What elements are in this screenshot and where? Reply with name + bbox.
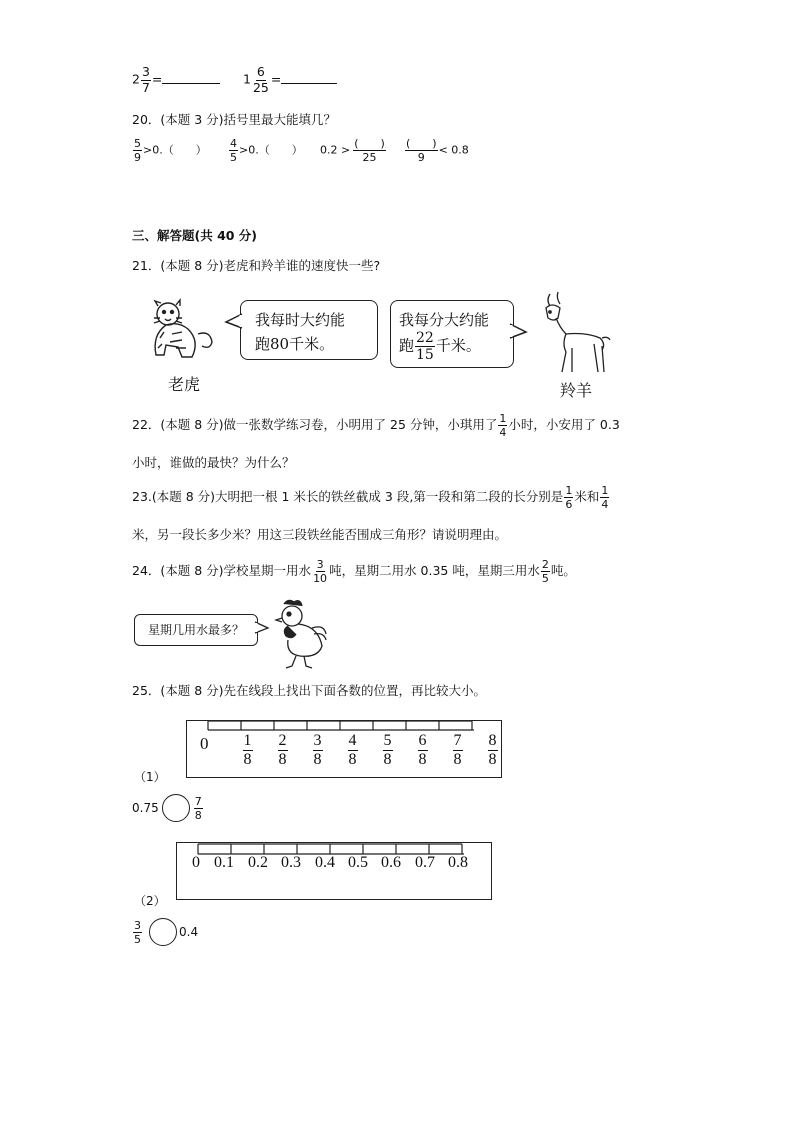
expr-post: < 0.8 xyxy=(438,143,469,157)
text: 24．(本题 8 分)学校星期一用水 xyxy=(132,563,312,578)
q22-line1 xyxy=(132,413,620,438)
line1-zero: 0 xyxy=(200,734,209,753)
bubble-tail-icon xyxy=(508,322,528,342)
denominator: 8 xyxy=(383,751,392,768)
q23-line2: 米，另一段长多少米？用这三段铁丝能否围成三角形？请说明理由。 xyxy=(132,527,508,542)
numerator: 3 xyxy=(313,732,322,749)
expr-pre: 0.2 > xyxy=(320,143,351,157)
tick-label: 0.5 xyxy=(348,854,368,871)
denominator: 8 xyxy=(488,751,497,768)
numerator: 7 xyxy=(453,732,462,749)
bird-icon xyxy=(268,598,332,670)
denominator: 5 xyxy=(134,932,141,946)
denominator: 8 xyxy=(194,808,202,822)
denominator: 4 xyxy=(601,498,609,511)
numerator: 3 xyxy=(141,64,150,79)
section-title: 三、解答题(共 40 分) xyxy=(132,228,258,243)
bird-speech-bubble: 星期几用水最多？ xyxy=(134,614,258,646)
expr-rest[interactable]: >0.（ ） xyxy=(143,143,207,157)
bubble-post: 千米。 xyxy=(435,336,481,355)
bubble-tail-icon xyxy=(224,312,244,332)
tick-label xyxy=(476,733,509,768)
tick-label: 0.3 xyxy=(281,854,301,871)
compare-circle[interactable] xyxy=(149,918,177,946)
text: 米和 xyxy=(574,489,600,504)
numerator: 5 xyxy=(134,137,141,150)
tick-label xyxy=(371,733,404,768)
denominator: 15 xyxy=(416,347,434,363)
q20-expr4 xyxy=(404,138,469,163)
numerator-blank[interactable]: ( ) xyxy=(406,137,437,150)
tick-label: 0.1 xyxy=(214,854,234,871)
q20-title: 20．(本题 3 分)括号里最大能填几？ xyxy=(132,112,337,127)
equals: = xyxy=(151,71,163,87)
denominator: 8 xyxy=(348,751,357,768)
equals: = xyxy=(270,71,282,87)
denominator: 9 xyxy=(134,151,141,164)
tiger-speech-bubble xyxy=(240,300,378,360)
antelope-label: 羚羊 xyxy=(560,381,593,400)
denominator: 6 xyxy=(565,498,573,511)
compare-2 xyxy=(132,918,198,946)
tick-label xyxy=(266,733,299,768)
expr-rest[interactable]: >0.（ ） xyxy=(239,143,303,157)
compare-1 xyxy=(132,794,204,822)
line2-labels xyxy=(192,854,478,872)
q21-title: 21．(本题 8 分)老虎和羚羊谁的速度快一些? xyxy=(132,258,381,273)
numerator: 2 xyxy=(541,558,549,571)
text: 22．(本题 8 分)做一张数学练习卷，小明用了 25 分钟，小琪用了 xyxy=(132,417,498,432)
tick-label: 0.4 xyxy=(315,854,335,871)
left-value: 0.75 xyxy=(132,801,159,815)
tick-label xyxy=(406,733,439,768)
numerator-blank[interactable]: ( ) xyxy=(354,137,385,150)
numerator: 1 xyxy=(243,732,252,749)
numerator: 5 xyxy=(383,732,392,749)
bubble-line1: 我每分大约能 xyxy=(399,311,490,329)
answer-blank[interactable] xyxy=(162,71,220,84)
bubble-line2 xyxy=(399,331,481,362)
bubble-line1: 我每时大约能 xyxy=(255,311,346,329)
tick-label xyxy=(441,733,474,768)
numerator: 7 xyxy=(194,794,202,808)
q24-line xyxy=(132,559,576,584)
tick-label: 0.2 xyxy=(248,854,268,871)
numerator: 4 xyxy=(230,137,237,150)
text: 吨，星期二用水 0.35 吨，星期三用水 xyxy=(329,563,540,578)
text: 吨。 xyxy=(550,563,576,578)
denominator: 8 xyxy=(278,751,287,768)
q22-line2: 小时，谁做的最快？为什么？ xyxy=(132,455,295,470)
part1-label: （1） xyxy=(134,770,166,784)
denominator: 10 xyxy=(313,572,328,585)
whole-number: 2 xyxy=(132,71,140,87)
bubble-pre: 跑 xyxy=(399,336,415,355)
q19-item2 xyxy=(243,66,337,94)
part2-label: （2） xyxy=(134,894,166,908)
denominator: 9 xyxy=(417,151,425,164)
tick-label: 0.7 xyxy=(415,854,435,871)
bubble-line2: 跑80千米。 xyxy=(255,335,335,353)
text: 小时，小安用了 0.3 xyxy=(508,417,620,432)
numerator: 1 xyxy=(565,484,573,497)
tick-label xyxy=(301,733,334,768)
tick-label xyxy=(231,733,264,768)
denominator: 8 xyxy=(418,751,427,768)
denominator: 8 xyxy=(313,751,322,768)
denominator: 5 xyxy=(230,151,237,164)
numerator: 3 xyxy=(134,918,141,932)
denominator: 7 xyxy=(141,79,150,95)
answer-blank[interactable] xyxy=(281,71,337,84)
denominator: 8 xyxy=(453,751,462,768)
numerator: 3 xyxy=(316,558,324,571)
antelope-icon xyxy=(532,290,618,374)
q23-line1 xyxy=(132,485,610,510)
whole-number: 1 xyxy=(243,71,251,87)
denominator: 25 xyxy=(252,79,269,95)
denominator: 25 xyxy=(362,151,377,164)
numerator: 1 xyxy=(601,484,609,497)
tiger-icon xyxy=(146,298,218,370)
numerator: 22 xyxy=(416,330,434,346)
tiger-label: 老虎 xyxy=(168,375,201,394)
numerator: 6 xyxy=(418,732,427,749)
numerator: 4 xyxy=(348,732,357,749)
tick-label xyxy=(336,733,369,768)
antelope-speech-bubble xyxy=(390,300,514,368)
denominator: 4 xyxy=(499,426,507,439)
compare-circle[interactable] xyxy=(162,794,190,822)
numerator: 1 xyxy=(499,412,507,425)
tick-label: 0 xyxy=(192,854,200,871)
text: 23.(本题 8 分)大明把一根 1 米长的铁丝截成 3 段,第一段和第二段的长分别是 xyxy=(132,489,564,504)
tick-label: 0.8 xyxy=(448,854,468,871)
q19-item1 xyxy=(132,66,220,94)
q20-expr2 xyxy=(228,138,303,163)
q25-title: 25．(本题 8 分)先在线段上找出下面各数的位置，再比较大小。 xyxy=(132,683,487,698)
q20-expr3 xyxy=(320,138,387,163)
right-value: 0.4 xyxy=(179,925,199,939)
tick-label: 0.6 xyxy=(381,854,401,871)
line1-labels xyxy=(230,733,510,768)
denominator: 8 xyxy=(243,751,252,768)
q20-expr1 xyxy=(132,138,207,163)
numerator: 8 xyxy=(488,732,497,749)
denominator: 5 xyxy=(541,572,549,585)
numerator: 6 xyxy=(256,64,265,79)
numerator: 2 xyxy=(278,732,287,749)
